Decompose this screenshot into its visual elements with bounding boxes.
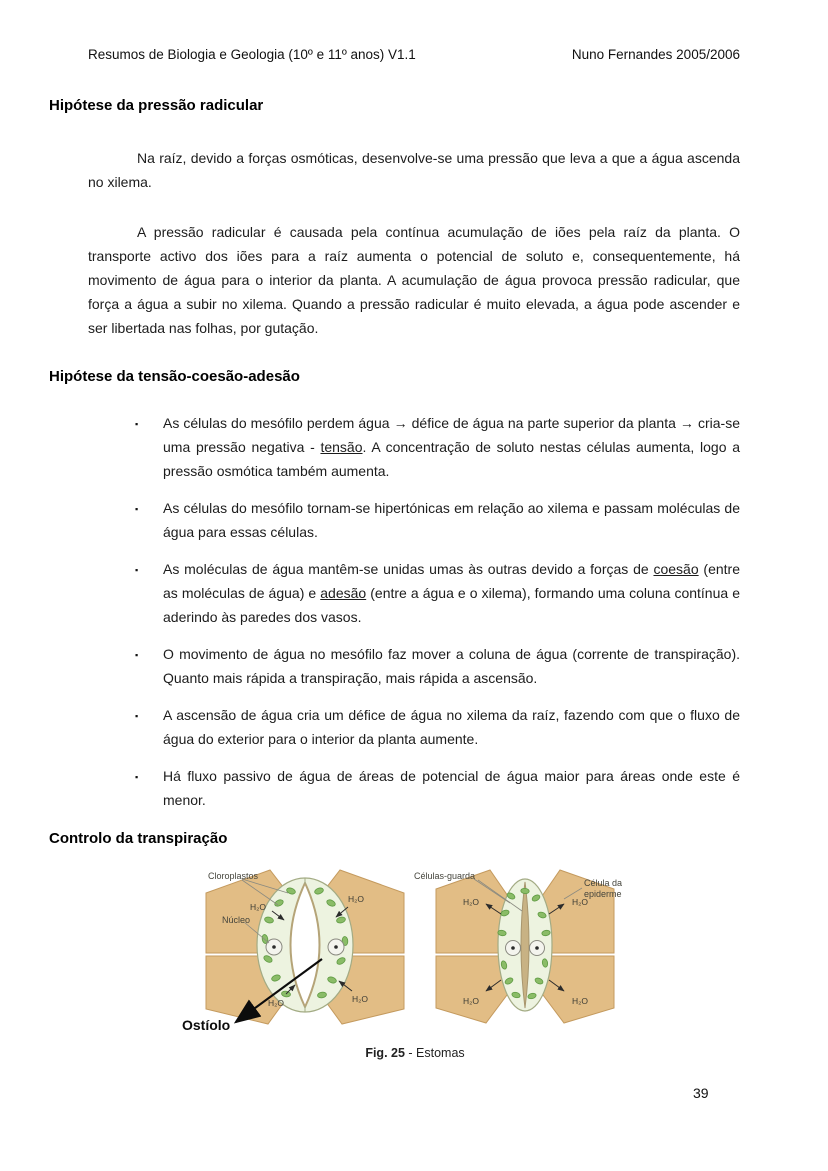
stomata-diagram	[180, 863, 650, 1039]
bullet-text: As células do mesófilo perdem água → défice de água na parte superior da planta → cria-se uma pressão negativa - tensão. A concentração de soluto nestas células aumenta, logo a pressão osmótica também aumenta.	[163, 415, 740, 479]
bullet-marker-icon: ▪	[135, 711, 139, 721]
nucleus	[266, 939, 282, 955]
bullet-item-corrente-transpiracao	[135, 642, 740, 690]
bullet-item-hipertonicas	[135, 496, 740, 544]
nucleus	[530, 941, 545, 956]
bullet-marker-icon: ▪	[135, 650, 139, 660]
h2o-label: H₂O	[462, 897, 480, 907]
stoma-closed-diagram	[414, 870, 622, 1023]
figure-caption	[180, 1046, 650, 1060]
celulas-guarda-label: Células-guarda	[414, 871, 476, 881]
h2o-label: H₂O	[462, 996, 480, 1006]
bullet-marker-icon: ▪	[135, 504, 139, 514]
underlined-term-adesao: adesão	[320, 585, 367, 601]
page-header	[88, 47, 740, 62]
h2o-label: H₂O	[267, 998, 285, 1008]
header-right: Nuno Fernandes 2005/2006	[571, 47, 740, 62]
underlined-term-coesao: coesão	[653, 561, 699, 577]
figure-caption-number: Fig. 25	[365, 1046, 405, 1060]
stoma-open-diagram	[182, 870, 404, 1033]
figure-estomas	[180, 863, 650, 1060]
heading-controlo-transpiracao: Controlo da transpiração	[49, 830, 228, 847]
page-number: 39	[693, 1085, 709, 1101]
bullet-marker-icon: ▪	[135, 419, 139, 429]
cloroplastos-label: Cloroplastos	[208, 871, 259, 881]
bullet-marker-icon: ▪	[135, 565, 139, 575]
paragraph-raiz-osmotica: Na raíz, devido a forças osmóticas, desenvolve-se uma pressão que leva a que a água ascenda no xilema.	[88, 150, 740, 190]
celula-epiderme-label-line2: epiderme	[584, 889, 622, 899]
bullet-item-coesao-adesao	[135, 557, 741, 629]
bullet-list	[88, 411, 740, 812]
nucleus	[328, 939, 344, 955]
figure-caption-text: - Estomas	[404, 1046, 465, 1060]
bullet-text: As células do mesófilo tornam-se hipertónicas em relação ao xilema e passam moléculas de água para essas células.	[163, 500, 740, 540]
h2o-label: H₂O	[249, 902, 267, 912]
h2o-label: H₂O	[351, 994, 369, 1004]
bullet-item-defice-xilema	[135, 703, 740, 751]
h2o-label: H₂O	[571, 996, 589, 1006]
bullet-item-tensao	[135, 411, 740, 483]
celula-epiderme-label-line1: Célula da	[584, 878, 623, 888]
nucleo-label: Núcleo	[222, 915, 251, 925]
heading-tensao-coesao-adesao: Hipótese da tensão-coesão-adesão	[49, 368, 300, 385]
bullet-marker-icon: ▪	[135, 772, 139, 782]
bullet-item-fluxo-passivo	[135, 764, 740, 812]
nucleus	[506, 941, 521, 956]
ostiolo-label: Ostíolo	[182, 1017, 231, 1033]
bullet-text: A ascensão de água cria um défice de água no xilema da raíz, fazendo com que o fluxo de água do exterior para o interior da planta aumente.	[163, 707, 740, 747]
paragraph-pressao-radicular: A pressão radicular é causada pela contínua acumulação de iões pela raíz da planta. O transporte activo dos iões para a raíz aumenta o potencial de soluto e, consequentemente, há movimento de água para o interior da planta. A acumulação de água provoca pressão radicular, que força a água a subir no xilema. Quando a pressão radicular é muito elevada, a água pode ascender e ser libertada nas folhas, por gutação.	[88, 224, 740, 336]
h2o-label: H₂O	[571, 897, 589, 907]
h2o-label: H₂O	[347, 894, 365, 904]
bullet-text: Há fluxo passivo de água de áreas de potencial de água maior para áreas onde este é menor.	[163, 768, 740, 808]
bullet-text: O movimento de água no mesófilo faz mover a coluna de água (corrente de transpiração). Quanto mais rápida a transpiração, mais rápida a ascensão.	[163, 646, 740, 686]
underlined-term-tensao: tensão	[320, 439, 363, 455]
heading-pressao-radicular: Hipótese da pressão radicular	[49, 97, 264, 114]
bullet-text: As moléculas de água mantêm-se unidas umas às outras devido a forças de coesão (entre as moléculas de água) e adesão (entre a água e o xilema), formando uma coluna contínua e aderindo às paredes dos vasos.	[163, 561, 741, 625]
header-left: Resumos de Biologia e Geologia (10º e 11º anos) V1.1	[88, 47, 416, 62]
